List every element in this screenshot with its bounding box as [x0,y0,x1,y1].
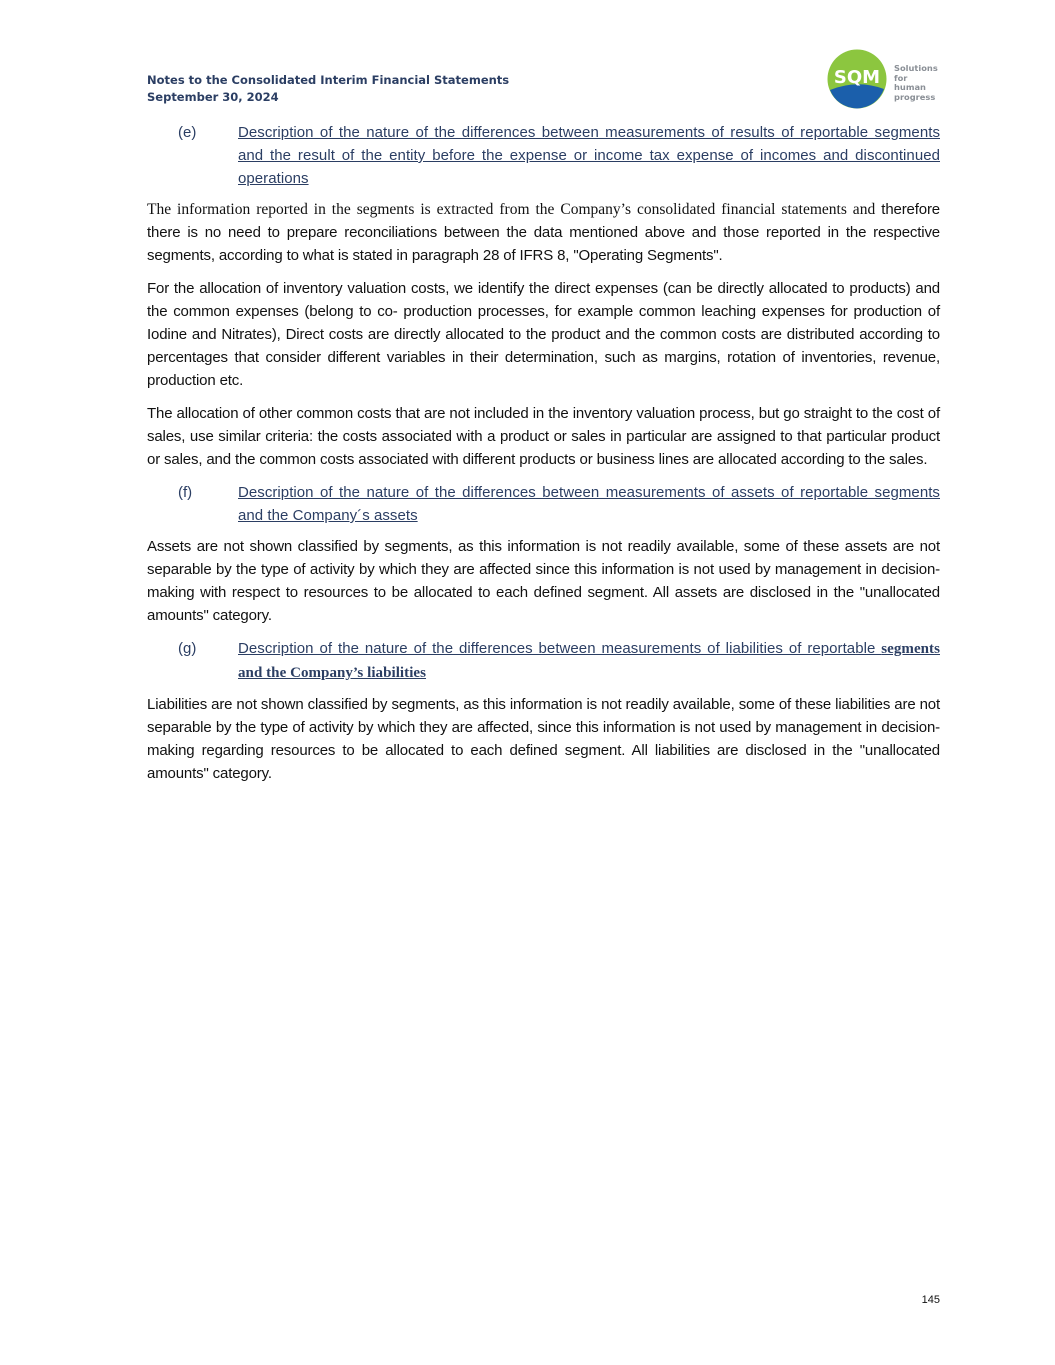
paragraph-run: therefore there is no need to prepare reconciliations between the data mentioned above and those reported in the respective segments, according to what is stated in paragraph 28 of IFRS 8, "Operating Segments". [147,201,940,264]
section-title: Description of the nature of the differences between measurements of results of reportable segments and the result of the entity before the expense or income tax expense of incomes and discontinued operations [238,124,940,187]
paragraph: Assets are not shown classified by segments, as this information is not readily available, some of these assets are not separable by the type of activity by which they are affected since this information is not used by management in decision-making with respect to resources to be allocated to each defined segment. All assets are disclosed in the "unallocated amounts" category. [147,538,940,624]
logo-tagline: Solutions for human progress [894,63,938,102]
document-body [147,121,940,795]
page-number: 145 [921,1294,940,1306]
document-header [147,72,509,106]
logo-circle-icon [827,49,887,109]
section-letter: (f) [178,484,193,501]
paragraph: Liabilities are not shown classified by segments, as this information is not readily available, some of these liabilities are not separable by the type of activity by which they are affected, since this information is not used by management in decision-making regarding resources to be allocated to each defined segment. All liabilities are disclosed in the "unallocated amounts" category. [147,696,940,782]
section-f-heading [147,481,940,527]
section-letter: (e) [178,124,197,141]
paragraph: The allocation of other common costs that are not included in the inventory valuation process, but go straight to the cost of sales, use similar criteria: the costs associated with a product or sales in particular are assigned to that particular product or sales, and the common costs associated with different products or business lines are allocated according to the sales. [147,405,940,468]
section-letter: (g) [178,640,197,657]
header-date: September 30, 2024 [147,90,279,104]
paragraph [147,198,940,267]
company-logo [827,49,942,109]
logo-brand-text: SQM [833,67,881,88]
section-e-heading [147,121,940,190]
section-title-bold-run: segments and the Company’s liabilities [238,641,940,681]
section-title-run: Description of the nature of the differences between measurements of liabilities of reportable [238,640,882,657]
section-title [238,637,940,685]
paragraph-serif-run: The information reported in the segments is extracted from the Company’s consolidated financial statements and [147,201,876,218]
paragraph: For the allocation of inventory valuation costs, we identify the direct expenses (can be directly allocated to products) and the common expenses (belong to co- production processes, for example common leaching expenses for production of Iodine and Nitrates), Direct costs are directly allocated to the product and the common costs are distributed according to percentages that consider different variables in their determination, such as margins, rotation of inventories, revenue, production etc. [147,280,940,389]
section-title: Description of the nature of the differences between measurements of assets of reportable segments and the Company´s assets [238,484,940,524]
section-g-heading [147,637,940,685]
header-title: Notes to the Consolidated Interim Financial Statements [147,73,510,87]
